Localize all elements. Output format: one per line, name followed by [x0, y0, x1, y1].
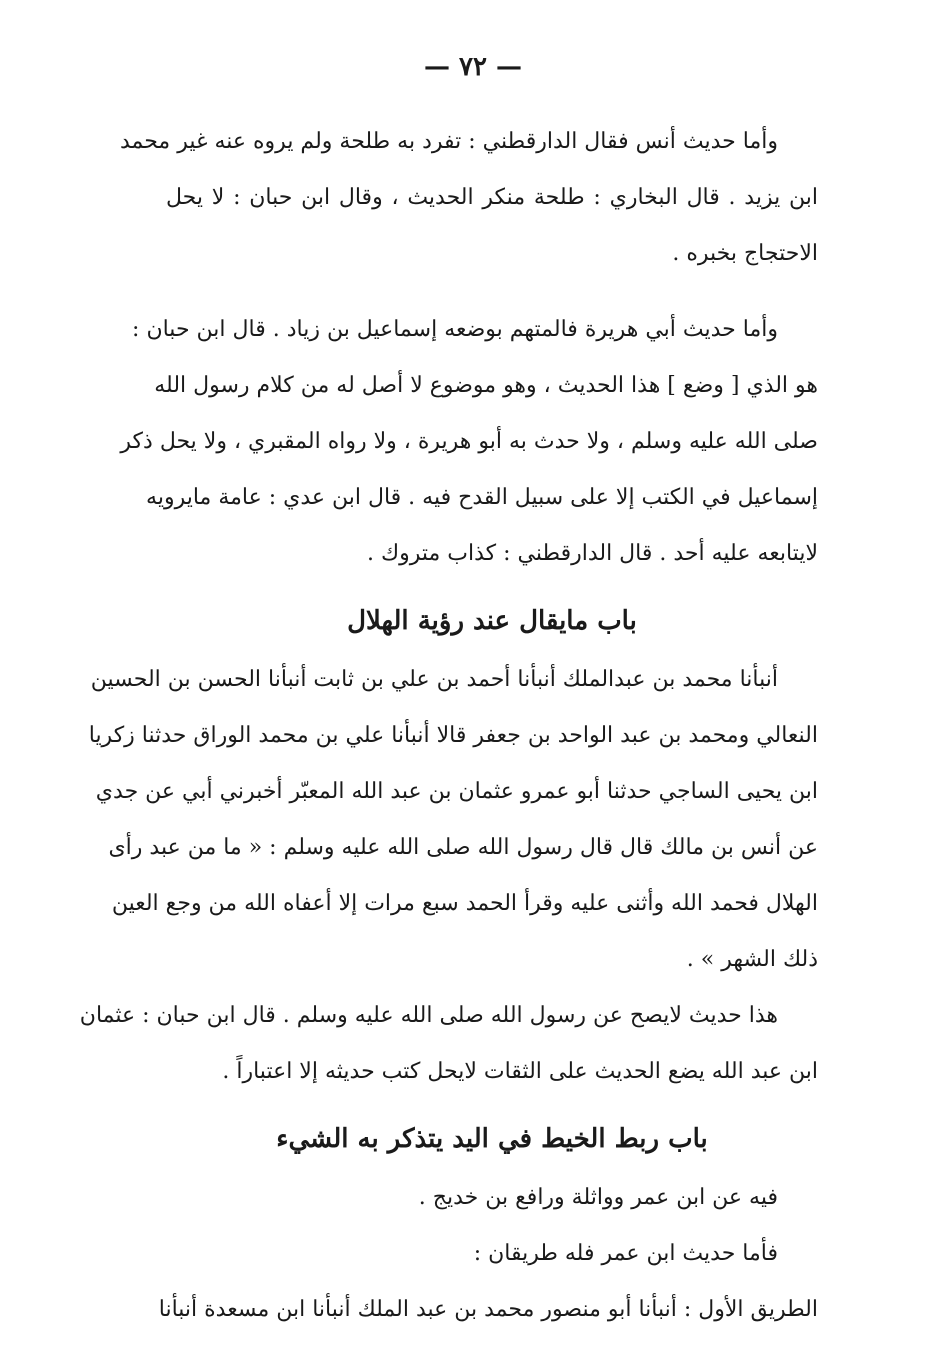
text-line: وأما حديث أبي هريرة فالمتهم بوضعه إسماعيل بن زياد . قال ابن حبان :	[132, 317, 778, 342]
text-line: الاحتجاج بخبره .	[672, 241, 818, 266]
text-line: ابن عبد الله يضع الحديث على الثقات لايحل كتب حديثه إلا اعتباراً .	[222, 1059, 818, 1084]
text-line: صلى الله عليه وسلم ، ولا حدث به أبو هريرة ، ولا رواه المقبري ، ولا يحل ذكر	[120, 429, 818, 454]
paragraph-abu-hurayra-hadith	[120, 302, 818, 582]
text-line: ذلك الشهر » .	[686, 947, 818, 972]
paragraph-isnad-hilal	[88, 652, 818, 988]
text-line: وأما حديث أنس فقال الدارقطني : تفرد به طلحة ولم يروه عنه غير محمد	[119, 129, 778, 154]
text-line: أنبأنا محمد بن عبدالملك أنبأنا أحمد بن علي بن ثابت أنبأنا الحسن بن الحسين	[90, 667, 778, 692]
section-heading: باب ربط الخيط في اليد يتذكر به الشيء	[276, 1124, 708, 1154]
text-line: ابن يحيى الساجي حدثنا أبو عمرو عثمان بن عبد الله المعبّر أخبرني أبي عن جدي	[95, 779, 818, 804]
text-line: الطريق الأول : أنبأنا أبو منصور محمد بن عبد الملك أنبأنا ابن مسعدة أنبأنا	[158, 1297, 818, 1322]
section-heading: باب مايقال عند رؤية الهلال	[347, 606, 637, 636]
text-line: لايتابعه عليه أحد . قال الدارقطني : كذاب متروك .	[367, 541, 818, 566]
text-line: هو الذي [ وضع ] هذا الحديث ، وهو موضوع لا أصل له من كلام رسول الله	[154, 373, 818, 398]
text-line: فأما حديث ابن عمر فله طريقان :	[473, 1241, 778, 1266]
paragraph-verdict	[79, 988, 818, 1100]
paragraph-first-path	[158, 1282, 818, 1338]
text-line: الهلال فحمد الله وأثنى عليه وقرأ الحمد سبع مرات إلا أعفاه الله من وجع العين	[111, 891, 818, 916]
paragraph-narrators	[166, 1170, 818, 1226]
page-number: — ٧٢ —	[423, 52, 523, 82]
text-line: ابن يزيد . قال البخاري : طلحة منكر الحديث ، وقال ابن حبان : لا يحل	[166, 185, 818, 210]
text-line: النعالي ومحمد بن عبد الواحد بن جعفر قالا أنبأنا علي بن محمد الوراق حدثنا زكريا	[88, 723, 818, 748]
paragraph-two-paths	[166, 1226, 818, 1282]
text-line: عن أنس بن مالك قال قال رسول الله صلى الله عليه وسلم : « ما من عبد رأى	[108, 835, 818, 860]
text-line: فيه عن ابن عمر وواثلة ورافع بن خديج .	[418, 1185, 778, 1210]
paragraph-anas-hadith	[119, 114, 818, 282]
text-line: إسماعيل في الكتب إلا على سبيل القدح فيه . قال ابن عدي : عامة مايرويه	[146, 485, 818, 510]
text-line: هذا حديث لايصح عن رسول الله صلى الله عليه وسلم . قال ابن حبان : عثمان	[79, 1003, 778, 1028]
page-body	[79, 114, 818, 1338]
